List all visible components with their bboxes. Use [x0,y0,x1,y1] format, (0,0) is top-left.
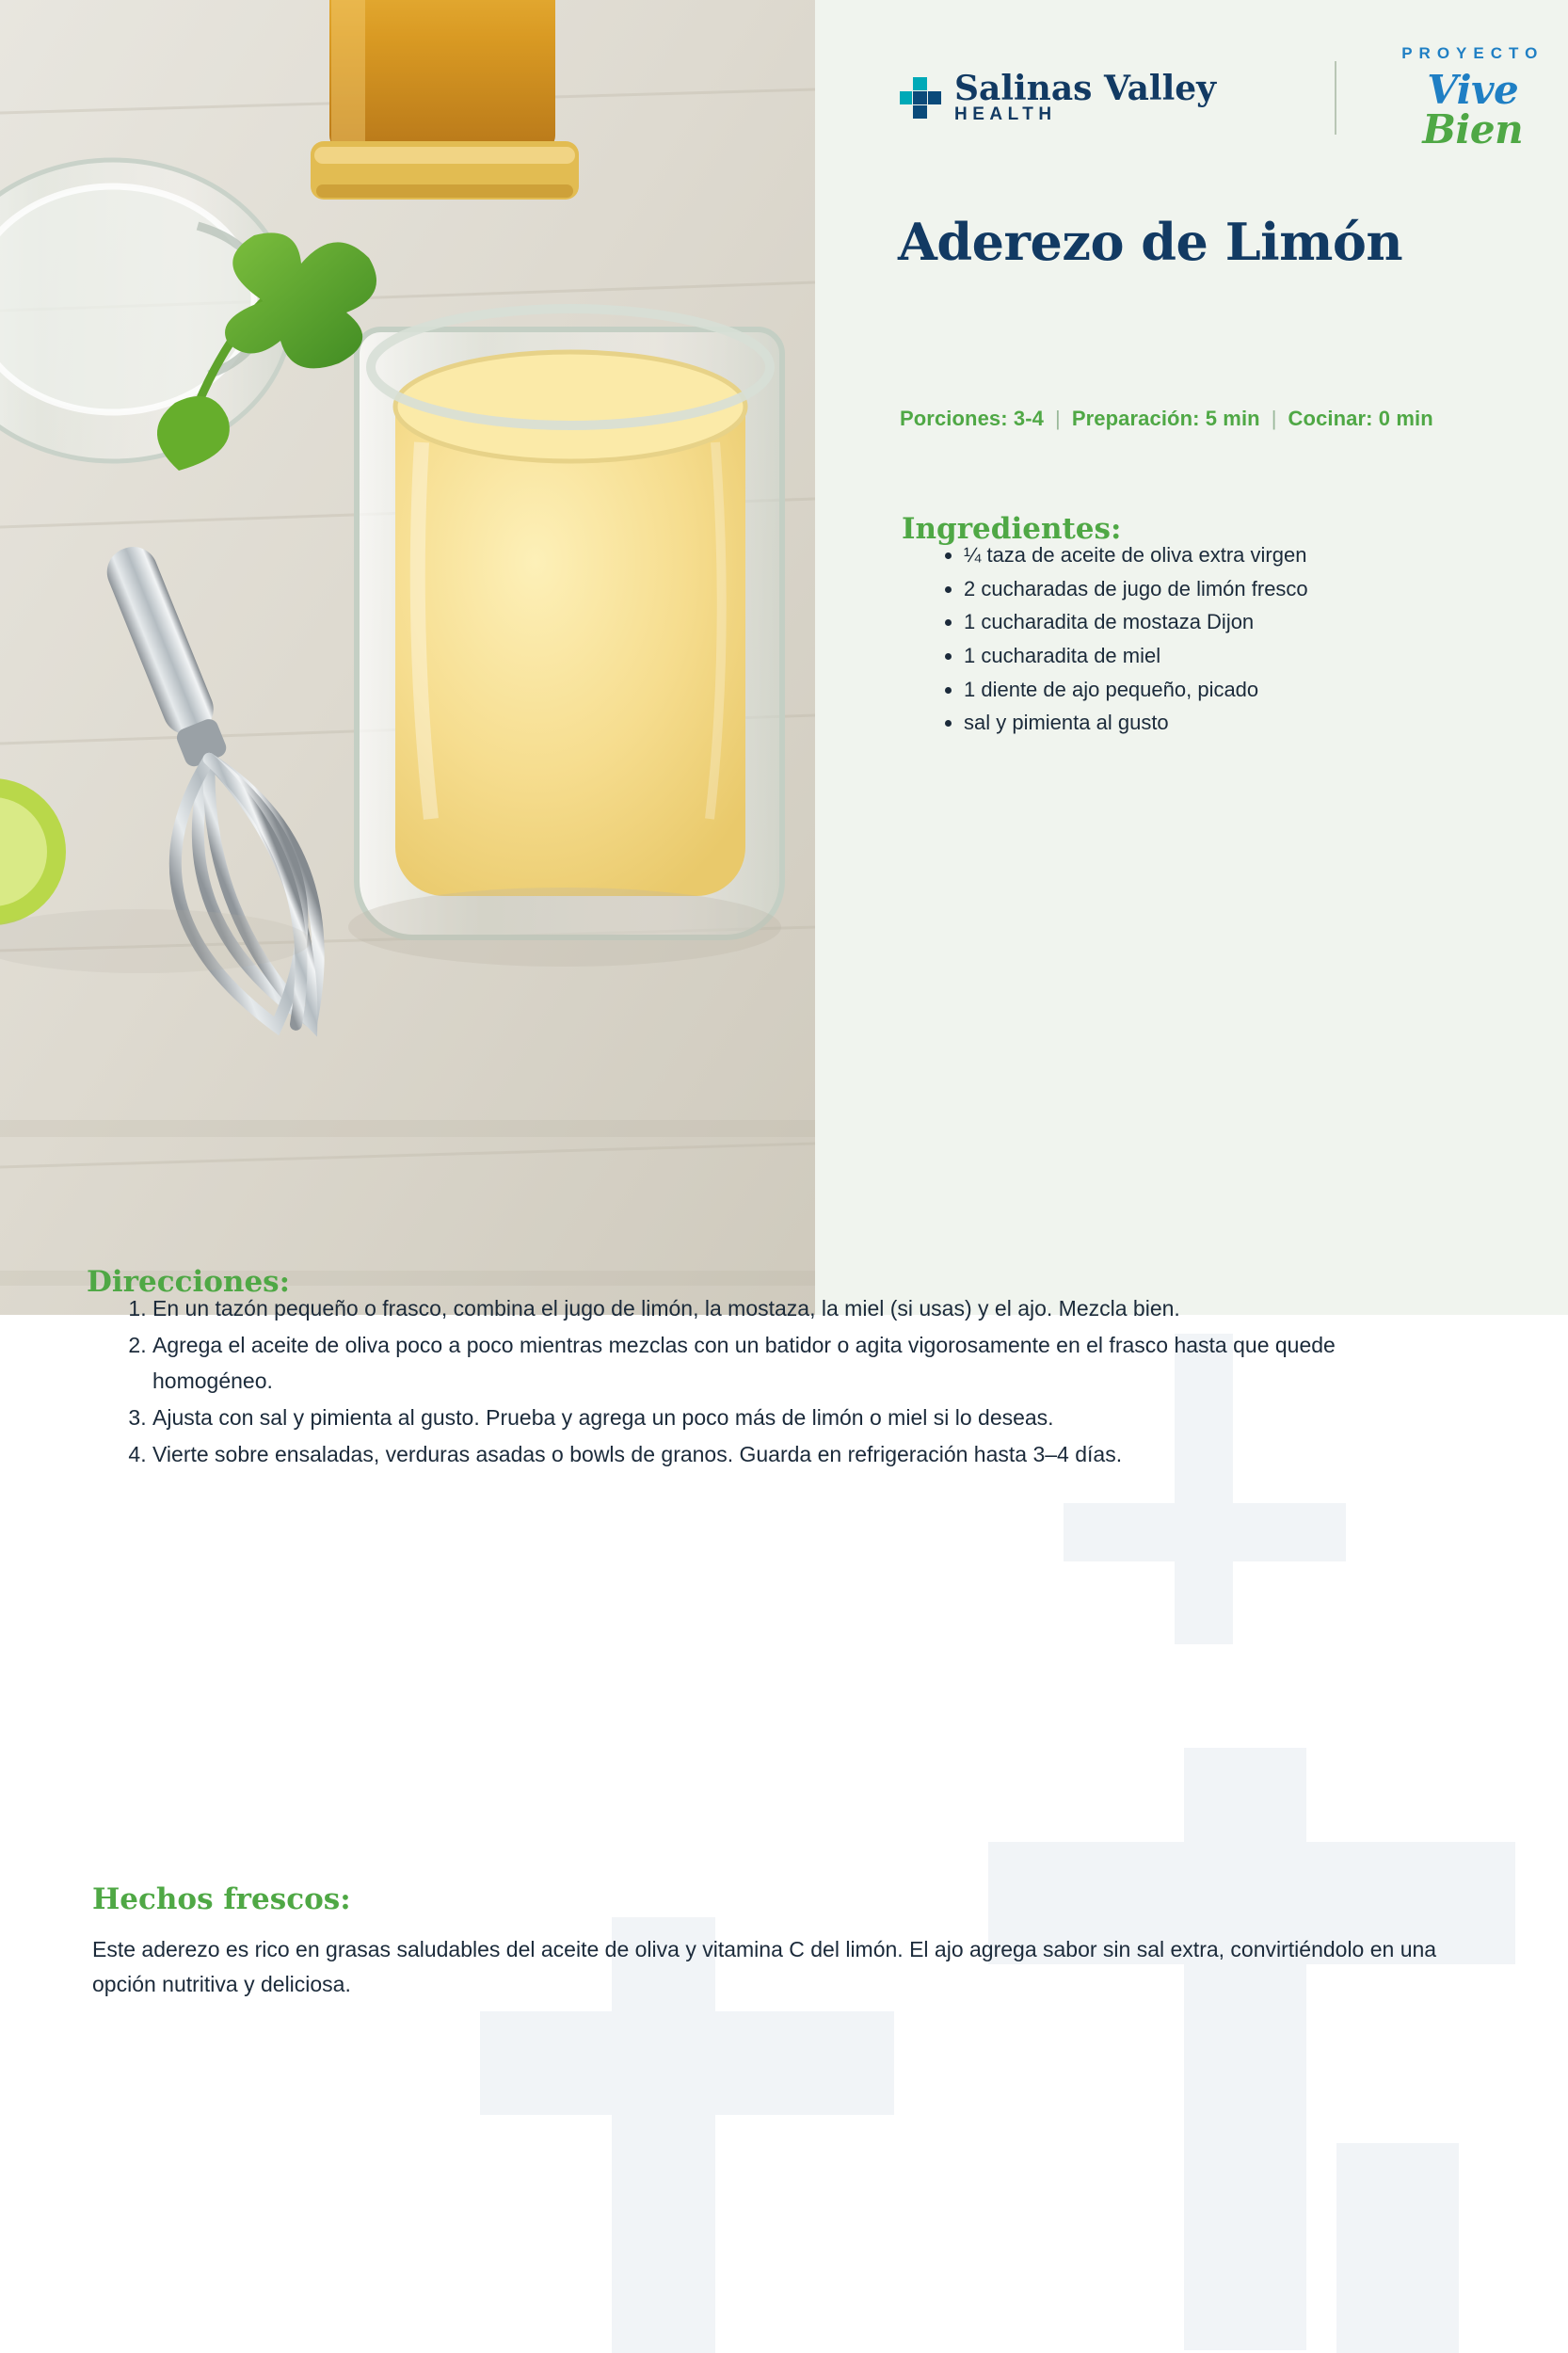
list-item: 1. En un tazón pequeño o frasco, combina el jugo de limón, la mostaza, la miel (si usas) y el ajo. Mezcla bien. [152,1291,1448,1326]
servings-text: Porciones: 3-4 [900,407,1045,430]
salinas-cross-icon [900,77,941,119]
fresh-facts-body: Este aderezo es rico en grasas saludables del aceite de oliva y vitamina C del limón. El ajo agrega sabor sin sal extra, convirtiéndolo en una opción nutritiva y deliciosa. [92,1937,1437,1997]
list-item: 4. Vierte sobre ensaladas, verduras asadas o bowls de granos. Guarda en refrigeración hasta 3–4 días. [152,1437,1448,1472]
meta-separator-1: | [1055,407,1061,430]
list-item: • 1 diente de ajo pequeño, picado [964,673,1547,707]
lemon-dressing-photo-illustration [0,0,815,1315]
list-item: 2. Agrega el aceite de oliva poco a poco mientras mezclas con un batidor o agita vigorosamente en el frasco hasta que quede homogéneo. [152,1328,1448,1399]
meta-separator-2: | [1271,407,1277,430]
watermark-cross-icon [480,2011,894,2115]
logo-row [900,45,1568,150]
recipe-meta [900,407,1559,431]
recipe-info-panel [815,0,1568,1315]
list-item: • sal y pimienta al gusto [964,706,1547,740]
bien-word: Bien [1422,106,1524,152]
ingredients-list [926,538,1547,740]
list-item: 3. Ajusta con sal y pimienta al gusto. Prueba y agrega un poco más de limón o miel si lo deseas. [152,1401,1448,1435]
ingredients-heading: Ingredientes: [902,511,1122,546]
watermark-cross-icon [1184,1748,1306,2350]
proyecto-label: PROYECTO [1401,44,1544,62]
salinas-logo-line1: Salinas Valley [954,69,1217,108]
page-title: Aderezo de Limón [898,212,1403,273]
directions-list [111,1291,1448,1474]
list-item: • 2 cucharadas de jugo de limón fresco [964,572,1547,606]
watermark-cross-icon [1336,2143,1459,2353]
logo-divider [1335,61,1336,135]
list-item: • 1 cucharadita de miel [964,639,1547,673]
proyecto-vive-bien-logo [1378,45,1568,150]
salinas-logo-line2: HEALTH [954,104,1057,124]
directions-heading: Direcciones: [87,1264,291,1299]
list-item: • 1 cucharadita de mostaza Dijon [964,605,1547,639]
salinas-valley-health-logo [900,69,1293,124]
vive-word: Vive [1427,67,1519,113]
fresh-facts-heading: Hechos frescos: [92,1881,351,1916]
recipe-photo [0,0,815,1315]
prep-time-text: Preparación: 5 min [1071,407,1260,430]
cook-time-text: Cocinar: 0 min [1288,407,1433,430]
list-item: • ¼ taza de aceite de oliva extra virgen [964,538,1547,572]
watermark-cross-icon [1064,1503,1346,1561]
